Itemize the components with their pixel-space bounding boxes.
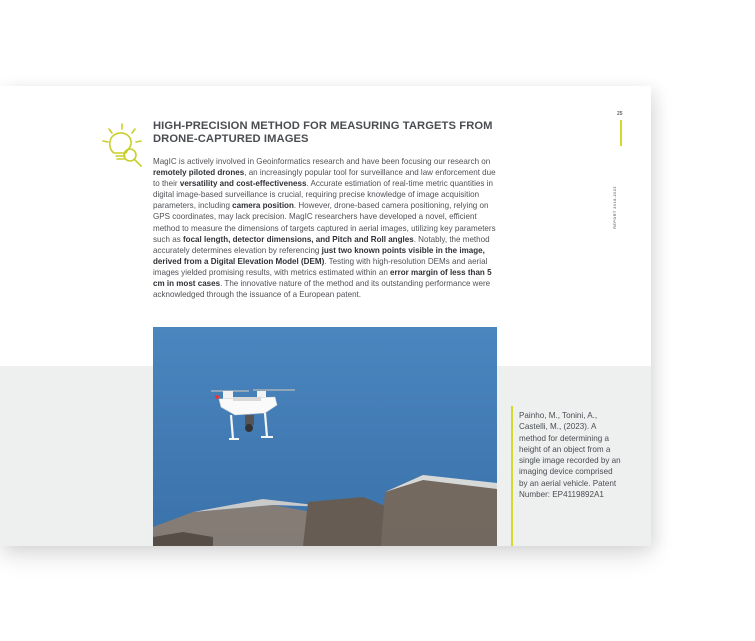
side-label: REPORT 2018-2023 (613, 186, 617, 229)
body-text: . Notably, the method accurately determines elevation by referencing (153, 234, 490, 255)
article-title: HIGH-PRECISION METHOD FOR MEASURING TARGETS FROM DRONE-CAPTURED IMAGES (153, 120, 493, 145)
bold-text: error margin of less than 5 cm in most cases (153, 267, 492, 289)
patent-reference: Painho, M., Tonini, A., Castelli, M., (2023). A method for determining a height of an object from a single image recorded by an imaging device comprised by an aerial vehicle. Patent Number: EP4119892A1 (519, 411, 621, 500)
bold-text: focal length, detector dimensions, and Pitch and Roll angles (182, 234, 414, 244)
bold-text: versatility and cost-effectiveness (179, 179, 307, 189)
body-text: . The innovative nature of the method and its outstanding performance were acknowledged through the issuance of a European patent. (153, 279, 491, 300)
bold-text: camera position (232, 201, 294, 211)
accent-bar (620, 120, 622, 146)
drone-photo (153, 327, 497, 546)
article-body (153, 156, 498, 300)
body-text: . Testing with high-resolution DEMs and aerial images yielded promising results, with metrics estimated within an (153, 256, 488, 277)
body-text: , an increasingly popular tool for surveillance and law enforcement due to their (153, 168, 496, 189)
body-text: . However, drone-based camera positioning, relying on GPS coordinates, may lack precision. MagIC researchers have developed a novel, efficient method to measure the dimensions of targets captured in aerial images, utilizing key parameters such as (153, 201, 496, 244)
body-text: MagIC is actively involved in Geoinformatics research and have been focusing our research on (153, 157, 491, 166)
page-number: 25 (617, 111, 623, 117)
lightbulb-magnifier-icon (98, 122, 146, 170)
bold-text: just two known points visible in the image, derived from a Digital Elevation Model (DEM) (153, 245, 485, 266)
bold-text: remotely piloted drones (153, 168, 245, 178)
reference-accent-bar (511, 406, 513, 546)
body-text: . Accurate estimation of real-time metric quantities in digital image-based surveillance is crucial, requiring precise knowledge of image acquisition parameters, including (153, 179, 493, 211)
report-page (0, 86, 651, 546)
